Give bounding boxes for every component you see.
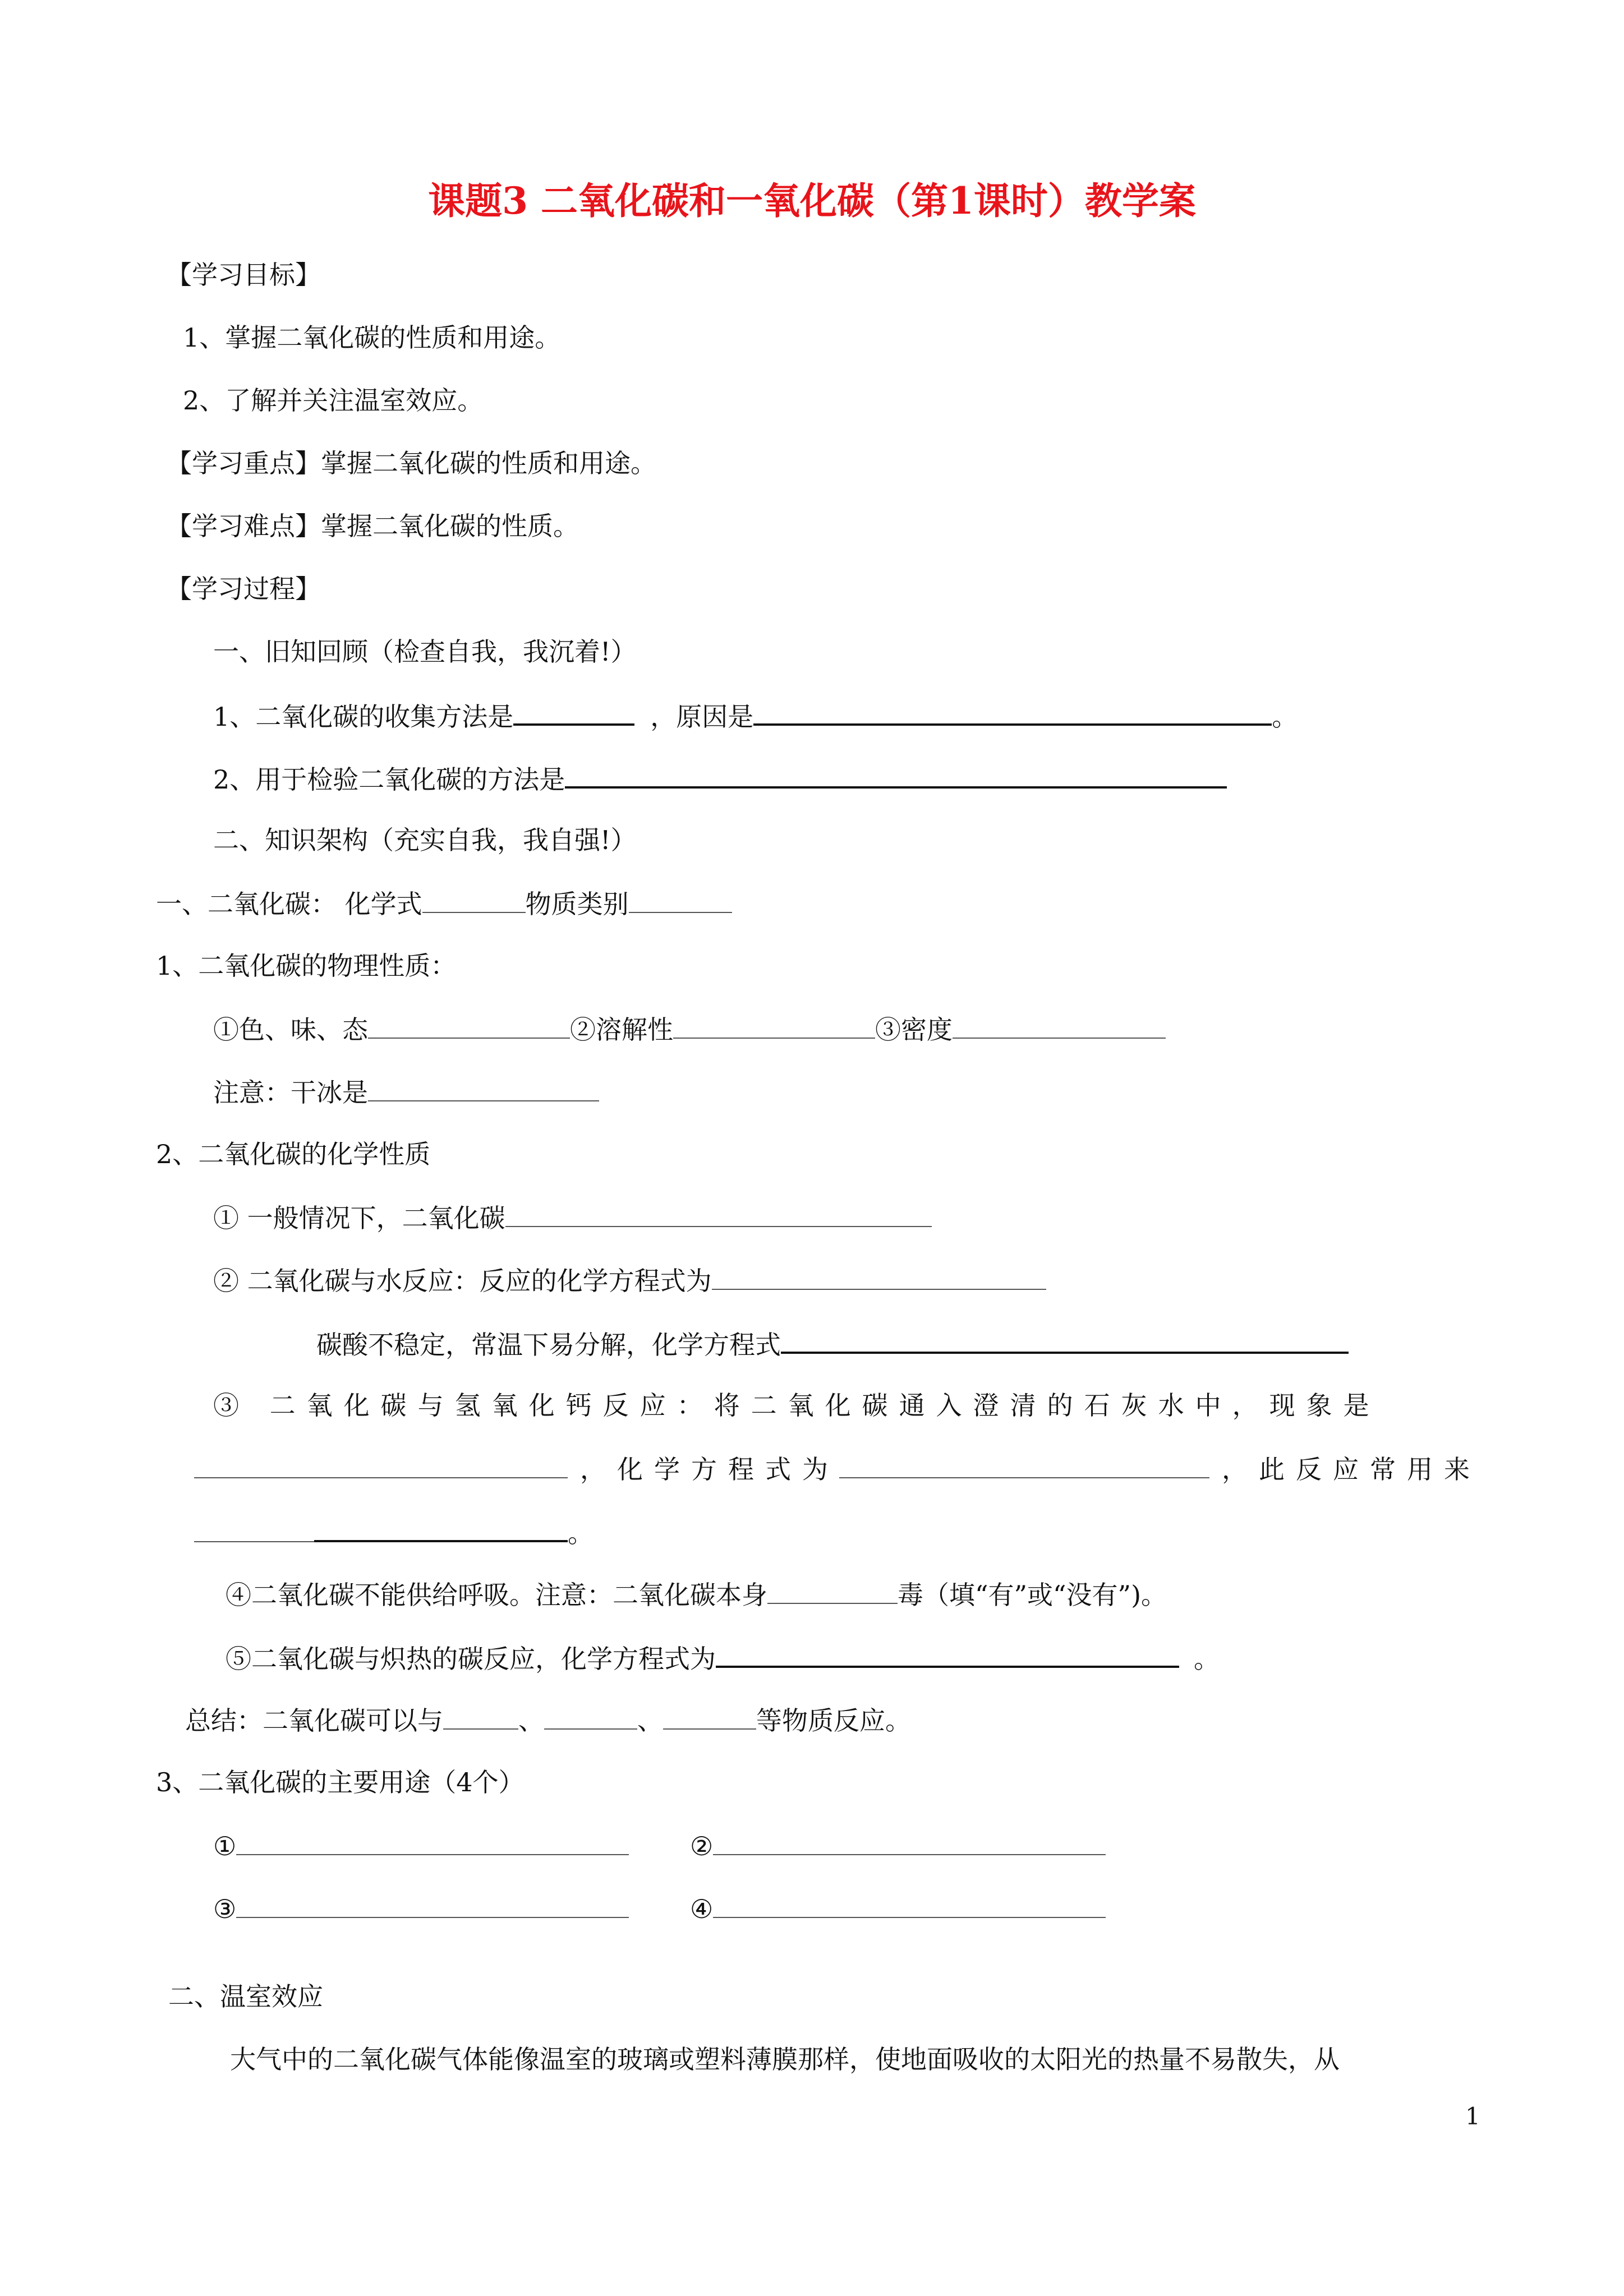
answer-blank[interactable] bbox=[194, 1515, 314, 1542]
answer-blank[interactable] bbox=[368, 1075, 599, 1101]
page-number: 1 bbox=[1465, 2103, 1480, 2130]
physical-header: 1、二氧化碳的物理性质： bbox=[156, 951, 457, 981]
chem-property-4 bbox=[226, 1577, 1167, 1612]
chem-property-2 bbox=[213, 1263, 1046, 1298]
co2-formula-line bbox=[156, 886, 732, 921]
use-mark-4: ④ bbox=[690, 1894, 714, 1924]
use-item-2 bbox=[690, 1828, 1106, 1863]
uses-header: 3、二氧化碳的主要用途（4个） bbox=[156, 1767, 525, 1797]
answer-blank[interactable] bbox=[544, 1703, 637, 1730]
use-mark-2: ② bbox=[690, 1831, 714, 1861]
co2-formula-label: 一、二氧化碳： 化学式 bbox=[156, 889, 422, 919]
dry-ice-line bbox=[213, 1075, 599, 1109]
page-title: 课题3 二氧化碳和一氧化碳（第1课时）教学案 bbox=[428, 179, 1196, 223]
use-item-1 bbox=[213, 1828, 629, 1863]
greenhouse-header: 二、温室效应 bbox=[168, 1981, 323, 2012]
chem-4-hint: 毒（填“有”或“没有”)。 bbox=[898, 1580, 1167, 1610]
answer-blank[interactable] bbox=[953, 1012, 1166, 1039]
use-item-4 bbox=[690, 1891, 1106, 1926]
use-item-3 bbox=[213, 1891, 629, 1926]
use-mark-1: ① bbox=[213, 1831, 237, 1861]
answer-blank[interactable] bbox=[767, 1577, 898, 1604]
summary-label: 总结：二氧化碳可以与 bbox=[185, 1705, 443, 1736]
answer-blank[interactable] bbox=[513, 698, 634, 726]
physical-solubility: ②溶解性 bbox=[570, 1015, 673, 1045]
answer-blank[interactable] bbox=[712, 1263, 1046, 1290]
chem-3-line-2 bbox=[194, 1451, 1481, 1486]
physical-density: ③密度 bbox=[875, 1015, 953, 1045]
review-question-2 bbox=[213, 760, 1227, 796]
chem-2-label: ② 二氧化碳与水反应：反应的化学方程式为 bbox=[213, 1266, 712, 1296]
process-header: 【学习过程】 bbox=[166, 574, 321, 604]
chem-4-label: ④二氧化碳不能供给呼吸。注意：二氧化碳本身 bbox=[226, 1580, 767, 1610]
dry-ice-label: 注意：干冰是 bbox=[213, 1077, 368, 1108]
objectives-header: 【学习目标】 bbox=[166, 260, 321, 290]
summary-separator: 、 bbox=[518, 1705, 544, 1736]
chem-3-end: 。 bbox=[568, 1518, 594, 1548]
summary-end: 等物质反应。 bbox=[756, 1705, 911, 1736]
review-question-1 bbox=[213, 698, 1298, 734]
answer-blank[interactable] bbox=[422, 886, 526, 913]
use-mark-3: ③ bbox=[213, 1894, 237, 1924]
answer-blank[interactable] bbox=[713, 1891, 1106, 1918]
objective-2: 2、了解并关注温室效应。 bbox=[183, 385, 484, 416]
answer-blank[interactable] bbox=[663, 1703, 756, 1730]
answer-blank[interactable] bbox=[716, 1640, 1179, 1668]
chem-1-label: ① 一般情况下，二氧化碳 bbox=[213, 1203, 505, 1233]
answer-blank[interactable] bbox=[673, 1012, 875, 1039]
answer-blank[interactable] bbox=[368, 1012, 570, 1039]
answer-blank[interactable] bbox=[194, 1451, 568, 1478]
summary-separator: 、 bbox=[637, 1705, 663, 1736]
answer-blank[interactable] bbox=[565, 760, 1227, 789]
answer-blank[interactable] bbox=[839, 1451, 1209, 1478]
physical-properties-line bbox=[213, 1012, 1166, 1046]
key-point: 【学习重点】掌握二氧化碳的性质和用途。 bbox=[166, 448, 656, 478]
difficulty: 【学习难点】掌握二氧化碳的性质。 bbox=[166, 511, 579, 541]
chem-3-equation-label: ，化学方程式为 bbox=[580, 1454, 839, 1484]
chem-3-line-3 bbox=[194, 1514, 594, 1550]
answer-blank[interactable] bbox=[753, 698, 1272, 726]
chem-3-use-label: ，此反应常用来 bbox=[1222, 1454, 1481, 1484]
chem-2b-label: 碳酸不稳定，常温下易分解，化学方程式 bbox=[316, 1330, 781, 1360]
answer-blank[interactable] bbox=[713, 1828, 1106, 1855]
chem-property-2b bbox=[316, 1326, 1349, 1362]
answer-blank[interactable] bbox=[314, 1514, 568, 1542]
review-q1-reason: ，原因是 bbox=[650, 702, 754, 732]
chemical-header: 2、二氧化碳的化学性质 bbox=[156, 1139, 431, 1169]
answer-blank[interactable] bbox=[236, 1828, 629, 1855]
greenhouse-text: 大气中的二氧化碳气体能像温室的玻璃或塑料薄膜那样，使地面吸收的太阳光的热量不易散失，从 bbox=[230, 2044, 1340, 2074]
summary-line bbox=[185, 1703, 911, 1737]
review-q1-prompt: 1、二氧化碳的收集方法是 bbox=[213, 702, 514, 732]
answer-blank[interactable] bbox=[629, 886, 732, 913]
chem-property-5 bbox=[226, 1640, 1220, 1676]
review-header: 一、旧知回顾（检查自我，我沉着!） bbox=[213, 637, 637, 667]
chem-5-end: 。 bbox=[1194, 1644, 1220, 1674]
co2-category-label: 物质类别 bbox=[525, 889, 629, 919]
physical-color: ①色、味、态 bbox=[213, 1015, 368, 1045]
review-q2-prompt: 2、用于检验二氧化碳的方法是 bbox=[213, 764, 565, 795]
knowledge-header: 二、知识架构（充实自我，我自强!） bbox=[213, 825, 637, 855]
objective-1: 1、掌握二氧化碳的性质和用途。 bbox=[183, 322, 561, 353]
review-q1-end: 。 bbox=[1272, 702, 1298, 732]
answer-blank[interactable] bbox=[505, 1200, 932, 1227]
chem-5-label: ⑤二氧化碳与炽热的碳反应，化学方程式为 bbox=[226, 1644, 716, 1674]
answer-blank[interactable] bbox=[443, 1703, 518, 1730]
chem-property-1 bbox=[213, 1200, 932, 1235]
answer-blank[interactable] bbox=[236, 1891, 629, 1918]
answer-blank[interactable] bbox=[781, 1326, 1349, 1354]
chem-3-line-1: ③ 二氧化碳与氢氧化钙反应：将二氧化碳通入澄清的石灰水中，现象是 bbox=[213, 1390, 1381, 1421]
